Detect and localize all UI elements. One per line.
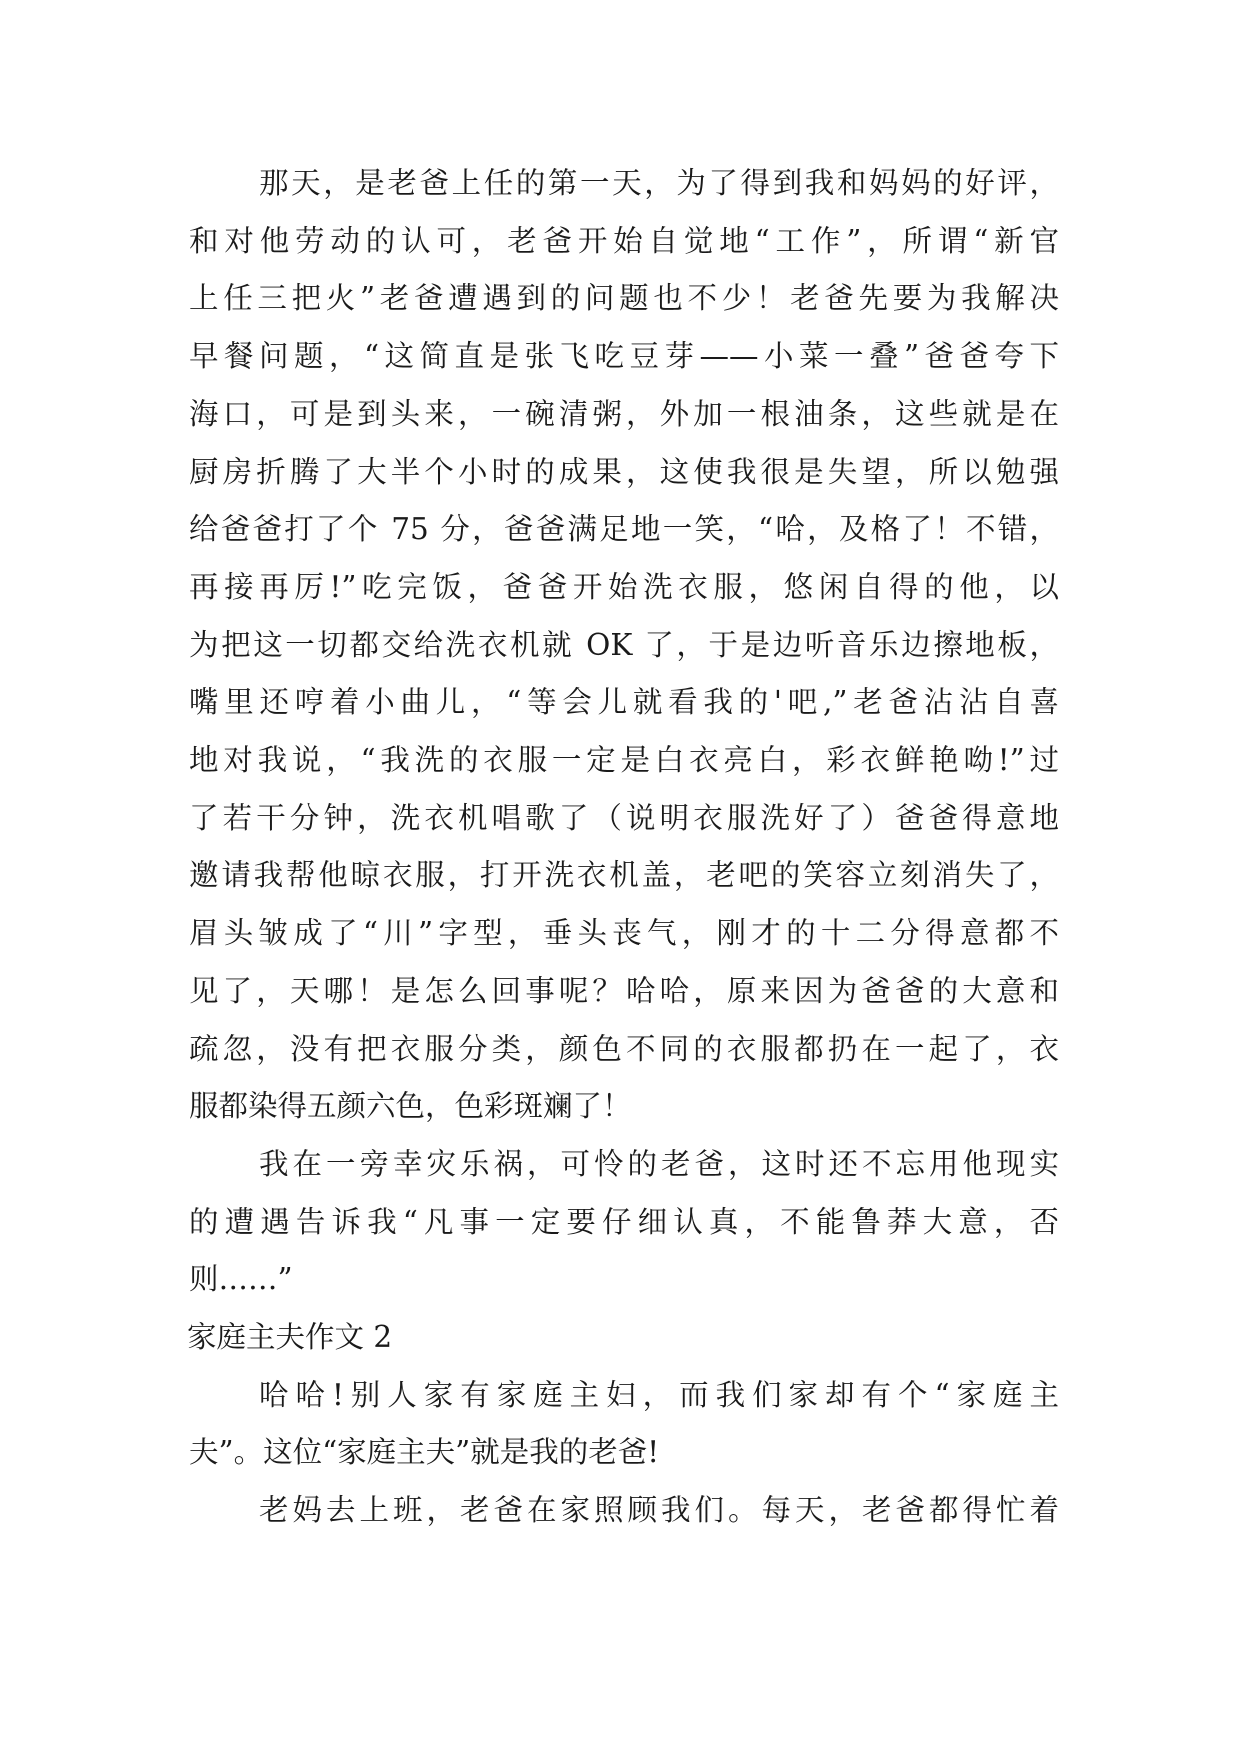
- paragraph-4: [189, 1482, 1059, 1540]
- text-line: 眉头皱成了“川”字型，垂头丧气，刚才的十二分得意都不: [189, 916, 1059, 951]
- text-line: 上任三把火”老爸遭遇到的问题也不少！老爸先要为我解决: [189, 281, 1059, 316]
- text-line: 嘴里还哼着小曲儿，“等会儿就看我的'吧,”老爸沾沾自喜: [189, 685, 1059, 720]
- text-line: 邀请我帮他晾衣服，打开洗衣机盖，老吧的笑容立刻消失了，: [189, 858, 1059, 893]
- text-line: 了若干分钟，洗衣机唱歌了（说明衣服洗好了）爸爸得意地: [189, 800, 1059, 835]
- text-line: 的遭遇告诉我“凡事一定要仔细认真，不能鲁莽大意，否: [189, 1204, 1059, 1239]
- text-line: 厨房折腾了大半个小时的成果，这使我很是失望，所以勉强: [189, 454, 1059, 489]
- text-line: 为把这一切都交给洗衣机就 OK 了，于是边听音乐边擦地板，: [189, 627, 1059, 662]
- text-line: 那天，是老爸上任的第一天，为了得到我和妈妈的好评，: [259, 166, 1059, 200]
- text-line: 海口，可是到头来，一碗清粥，外加一根油条，这些就是在: [189, 396, 1059, 431]
- document-body: [189, 155, 1059, 1540]
- text-line: 见了，天哪！是怎么回事呢？哈哈，原来因为爸爸的大意和: [189, 973, 1059, 1008]
- text-line: 服都染得五颜六色，色彩斑斓了！: [189, 1089, 632, 1124]
- text-line: 地对我说，“我洗的衣服一定是白衣亮白，彩衣鲜艳呦!”过: [189, 743, 1059, 778]
- text-line: 我在一旁幸灾乐祸，可怜的老爸，这时还不忘用他现实: [259, 1146, 1059, 1181]
- text-line: 和对他劳动的认可，老爸开始自觉地“工作”，所谓“新官: [189, 223, 1059, 258]
- text-line: 则……”: [189, 1262, 293, 1297]
- paragraph-1: [189, 155, 1059, 1136]
- text-line: 再接再厉!”吃完饭，爸爸开始洗衣服，悠闲自得的他，以: [189, 569, 1059, 604]
- text-line: 给爸爸打了个 75 分，爸爸满足地一笑，“哈，及格了！不错，: [189, 512, 1059, 547]
- section-heading: [187, 1309, 1059, 1367]
- text-line: 老妈去上班，老爸在家照顾我们。每天，老爸都得忙着: [259, 1493, 1059, 1528]
- paragraph-3: [189, 1367, 1059, 1482]
- text-line: 哈哈!别人家有家庭主妇，而我们家却有个“家庭主: [259, 1377, 1059, 1412]
- paragraph-2: [189, 1136, 1059, 1309]
- heading-text: 家庭主夫作文 2: [187, 1320, 393, 1355]
- text-line: 夫”。这位“家庭主夫”就是我的老爸!: [189, 1435, 660, 1470]
- text-line: 早餐问题，“这简直是张飞吃豆芽——小菜一叠”爸爸夸下: [189, 339, 1059, 374]
- text-line: 疏忽，没有把衣服分类，颜色不同的衣服都扔在一起了，衣: [189, 1031, 1059, 1066]
